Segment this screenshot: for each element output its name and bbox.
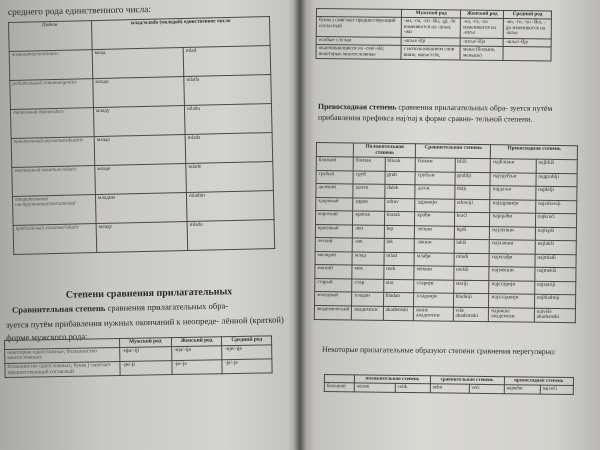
book-gutter (294, 0, 306, 450)
ending-neut: -шље/-šlje (503, 38, 551, 47)
superlative-latin: najdalji (536, 186, 577, 200)
degrees-table (314, 142, 578, 323)
irregular-table (324, 374, 574, 395)
superlative-cyrillic: највећи (504, 385, 540, 394)
superlative-cyrillic: најлепши (490, 226, 536, 240)
superlative-paragraph-rest: сравнения прилагательных обра- зуется путём прибавления префикса нај/naj к форме сравни- тельной степени. (317, 102, 553, 124)
positive-latin: mlad (384, 252, 415, 266)
case-name: творительный инструментал/instrumental (12, 195, 96, 226)
positive-latin: hladan (383, 292, 414, 306)
column-header: Превосходная степень (491, 145, 578, 160)
row-label: особые случаи (316, 36, 401, 45)
comparative-latin: lakši (454, 239, 490, 253)
comparative-cyrillic: здравији (415, 198, 454, 212)
form-cyrillic: млада (93, 77, 185, 108)
positive-latin: grub (385, 171, 416, 185)
positive-cyrillic: лак (352, 238, 384, 252)
superlative-latin: najhladniji (534, 294, 575, 308)
positive-cyrillic: груб (353, 171, 385, 185)
case-table-caption: среднего рода единственного числа: (7, 5, 152, 18)
comparative-cyrillic: ближи (415, 158, 454, 172)
comparative-cyrillic: лепши (415, 225, 454, 239)
comparative-cyrillic: лакши (414, 239, 453, 253)
superlative-paragraph (318, 102, 580, 125)
positive-cyrillic: далек (353, 184, 385, 198)
column-header: Мужской род (401, 9, 461, 18)
table-row (314, 305, 575, 322)
form-cyrillic: младу (93, 106, 185, 137)
positive-latin: akademski (383, 306, 414, 320)
russian-word: холодный (315, 292, 352, 306)
comparative-cyrillic: старији (414, 279, 453, 293)
comparative-latin: grublji (455, 172, 491, 186)
positive-cyrillic: велик (355, 383, 395, 392)
russian-word: здоровый (316, 197, 353, 211)
comparative-cyrillic: млађи (414, 252, 453, 266)
column-header: превосходная степень (504, 377, 573, 386)
comparative-cyrillic: хладнији (414, 293, 453, 307)
comparative-paragraph: зуется путём прибавления нужных окончаний к неопреде- лённой (краткой) форме мужского рода: (5, 314, 284, 343)
comparative-latin: mlađi (454, 253, 490, 267)
comparative-intro-rest: сравнения прилагательных обра- (105, 300, 229, 313)
comparative-cyrillic: више академски (414, 306, 453, 321)
case-name: винительный акузатив/akuzativ (11, 137, 95, 168)
degrees-table-body (314, 157, 577, 323)
superlative-latin: najzdraviji (535, 200, 576, 214)
ending-neut: -ко, -го, -хо -ško, -go изменяются на -шље (503, 19, 551, 39)
russian-word: молодой (315, 251, 352, 265)
case-name: звательный вокатив/vokativ (12, 166, 96, 197)
comparative-latin: više akademski (453, 307, 489, 322)
superlative-cyrillic: најздравији (490, 199, 536, 213)
positive-latin: lep (384, 225, 415, 239)
russian-word: красивый (315, 224, 352, 238)
row-label: большинство односложных; буква ј смягчает предшествующий согласный (5, 361, 120, 377)
ending-neut (503, 47, 551, 61)
comparative-cyrillic: грубљи (415, 171, 454, 185)
russian-word: далекий (316, 184, 353, 198)
column-header: Женский род (461, 10, 504, 19)
comparative-cyrillic: даљи (415, 185, 454, 199)
comparative-latin: mekši (453, 266, 489, 280)
superlative-cyrillic: најлакши (490, 240, 536, 254)
ending-masc: -шљи/-šlji (401, 37, 461, 46)
positive-cyrillic: близак (353, 157, 385, 171)
superlative-cyrillic: најхладнији (489, 294, 535, 308)
column-header: Средний род (504, 10, 552, 19)
column-header: положительная степень (355, 375, 430, 384)
superlative-cyrillic: најкраћи (490, 213, 536, 227)
positive-cyrillic: хладан (352, 292, 384, 306)
superlative-latin: najgrublji (536, 173, 577, 187)
positive-latin: kratak (384, 211, 415, 225)
form-latin: mlad (183, 46, 271, 77)
ending-fem: -шља/-šlja (461, 38, 504, 47)
positive-latin: velik (395, 384, 430, 393)
superlative-latin: najmlađi (535, 254, 576, 268)
case-name: предложный локатив/lokativ (13, 224, 97, 255)
form-cyrillic: младим (95, 192, 187, 223)
ending-changes-table (315, 8, 552, 62)
column-header: сравнительная степень (430, 376, 504, 385)
superlative-latin: najmekši (535, 267, 576, 281)
column-header: Женский род (171, 337, 222, 347)
superlative-cyrillic: најближи (491, 159, 537, 173)
ending-fem: мање (больше, меньше) (460, 46, 503, 60)
case-header: Падеж (9, 21, 93, 52)
form-latin: mlada (185, 133, 273, 164)
positive-latin: star (383, 279, 414, 293)
case-name: дательный датив/dativ (10, 108, 94, 139)
irregular-paragraph: Некоторые прилагательные образуют степени сравнения нерегулярно: (321, 344, 557, 357)
case-declension-table (8, 16, 275, 255)
russian-word: грубый (316, 170, 353, 184)
superlative-latin: najkraći (535, 213, 576, 227)
comparative-latin: lepši (454, 226, 490, 240)
positive-cyrillic: леп (353, 225, 385, 239)
ending-fem: -ка, -га, -ха изменяются на -шља (461, 18, 504, 38)
comparative-latin: hladniji (453, 293, 489, 307)
superlative-latin: najviše akademski (534, 308, 575, 323)
russian-word: большой (324, 383, 354, 392)
positive-cyrillic: мек (352, 265, 384, 279)
column-header: Средний род (222, 336, 272, 346)
positive-cyrillic: стар (352, 279, 384, 293)
superlative-cyrillic: најмекши (489, 267, 535, 281)
section-heading: Степени сравнения прилагательных (65, 286, 233, 301)
form-cyrillic: младу (96, 221, 188, 252)
table-row (13, 220, 275, 255)
case-name: номинатив/nominativ (9, 50, 93, 81)
positive-latin: mek (383, 265, 414, 279)
comparative-cyrillic: краћи (415, 212, 454, 226)
superlative-latin: najlepši (535, 227, 576, 241)
positive-cyrillic: здрав (353, 198, 385, 212)
ending-fem: -ја/-ja (171, 360, 222, 375)
superlative-latin: najveći (540, 385, 573, 394)
superlative-latin: najstariji (534, 281, 575, 295)
russian-word: короткий (315, 211, 352, 225)
positive-cyrillic: кратак (353, 211, 385, 225)
column-header: Положительная степень (354, 143, 416, 158)
ending-masc: с использованием слов више, мање/više, (401, 46, 461, 61)
superlative-term: Превосходная степень (318, 101, 397, 112)
superlative-cyrillic: највише академски (489, 307, 535, 322)
form-latin: mlade (186, 162, 274, 193)
russian-word: академический (314, 305, 351, 320)
superlative-cyrillic: најдаљи (490, 186, 536, 200)
russian-word: легкий (315, 238, 352, 252)
superlative-cyrillic: најстарији (489, 280, 535, 294)
russian-word: мягкий (315, 265, 352, 279)
column-header: Сравнительная степень (416, 144, 491, 159)
comparative-latin: dalji (454, 185, 490, 199)
comparative-latin: veći (469, 385, 504, 394)
positive-latin: zdrav (384, 198, 415, 212)
empty-header-cell (316, 143, 353, 158)
positive-latin: blizak (385, 157, 416, 171)
form-cyrillic: млада (94, 135, 186, 166)
form-cyrillic: младе (95, 164, 187, 195)
positive-cyrillic: млад (352, 252, 384, 266)
russian-word: близкий (316, 157, 353, 171)
form-latin: mladu (187, 220, 275, 251)
case-name: родительный генитив/genitiv (10, 79, 94, 110)
column-header: Мужской род (119, 338, 171, 348)
ending-masc: -ки, -ги, -хи -ški, -gi, -hi изменяются на -шљи, -жи (401, 18, 461, 38)
form-latin: mladim (187, 191, 275, 222)
ending-masc: -ји/-ji (120, 361, 172, 376)
ending-neut: -је/-je (222, 359, 272, 374)
form-latin: mladu (185, 104, 273, 135)
positive-latin: dalek (384, 184, 415, 198)
positive-cyrillic: академски (352, 306, 384, 320)
comparative-term: Сравнительная степень (11, 302, 106, 315)
form-latin: mlada (184, 75, 272, 106)
row-label: буква ј смягчает предшествующий согласный (316, 17, 401, 37)
superlative-latin: najlakši (535, 240, 576, 254)
table-row (316, 17, 551, 39)
comparative-cyrillic: већи (430, 384, 469, 393)
table-row (316, 45, 551, 61)
row-label: оканчивающиеся на -ски/-ski; некоторые многосложные (316, 45, 401, 60)
comparative-latin: bliži (455, 158, 491, 172)
ending-neut: -ије/-ije (222, 345, 272, 360)
positive-latin: lak (384, 238, 415, 252)
comparative-latin: stariji (453, 280, 489, 294)
ending-fem: -ија/-ija (171, 345, 222, 360)
comparative-latin: zdraviji (454, 199, 490, 213)
ending-masc: -ији/-iji (120, 346, 172, 361)
row-label: некоторые односложные; большинство многосложных (5, 347, 120, 363)
comparative-latin: kraći (454, 212, 490, 226)
superlative-cyrillic: најмлађи (489, 253, 535, 267)
comparative-cyrillic: мекши (414, 266, 453, 280)
comparative-endings-table (4, 335, 273, 378)
superlative-latin: najbliži (536, 159, 577, 173)
form-cyrillic: млад (92, 48, 184, 79)
russian-word: старый (315, 278, 352, 292)
forms-header: млад/млado (молодой) единственное число (91, 17, 270, 50)
superlative-cyrillic: најгрубљи (490, 172, 536, 186)
